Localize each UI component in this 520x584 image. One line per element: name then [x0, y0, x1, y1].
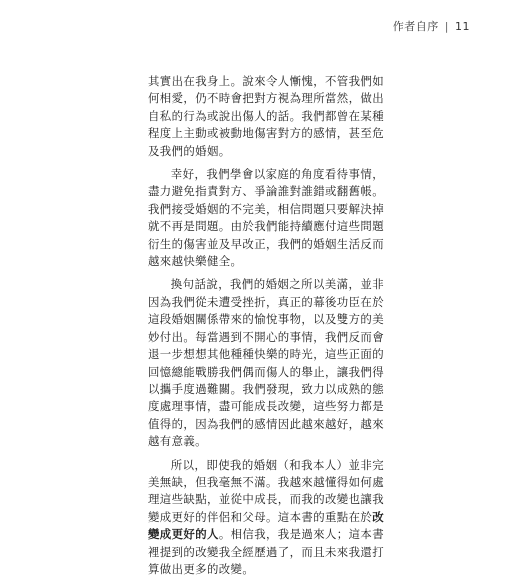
emphasis-text: 改變成更好的人 — [148, 509, 384, 542]
page-number: 11 — [455, 19, 470, 33]
running-header — [393, 18, 470, 34]
body-text — [148, 73, 384, 584]
section-title: 作者自序 — [392, 20, 439, 33]
paragraph-4-lead: 所以，即使我的婚姻（和我本人）並非完美無缺，但我毫無不滿。我越來越懂得如何處理這些缺點，並從中成長，而我的改變也讓我變成更好的伴侶和父母。這本書的重點在於 — [148, 457, 384, 524]
paragraph-3: 換句話說，我們的婚姻之所以美滿，並非因為我們從未遭受挫折，真正的幕後功臣在於這段婚姻關係帶來的愉悅事物，以及雙方的美妙付出。每當遇到不開心的事情，我們反而會退一步想想其他種種快樂的時光，這些正面的回憶總能戰勝我們偶而傷人的舉止，讓我們得以攜手度過難關。我們發現，致力以成熟的態度處理事情，盡可能成長改變，這些努力都是值得的，因為我們的感情因此越來越好，越來越有意義。 — [148, 277, 384, 449]
paragraph-4 — [148, 457, 384, 579]
paragraph-4-tail: 。相信我，我是過來人；這本書裡提到的改變我全經歷過了，而且未來我還打算做出更多的改變。 — [148, 527, 384, 576]
paragraph-2: 幸好，我們學會以家庭的角度看待事情，盡力避免指責對方、爭論誰對誰錯或翻舊帳。我們接受婚姻的不完美，相信問題只要解決掉就不再是問題。由於我們能持續應付這些問題衍生的傷害並及早改正，我們的婚姻生活反而越來越快樂健全。 — [148, 167, 384, 269]
header-separator: | — [444, 19, 449, 33]
paragraph-1: 其實出在我身上。說來令人慚愧，不管我們如何相愛，仍不時會把對方視為理所當然，做出自私的行為或說出傷人的話。我們都曾在某種程度上主動或被動地傷害對方的感情，甚至危及我們的婚姻。 — [148, 74, 384, 158]
